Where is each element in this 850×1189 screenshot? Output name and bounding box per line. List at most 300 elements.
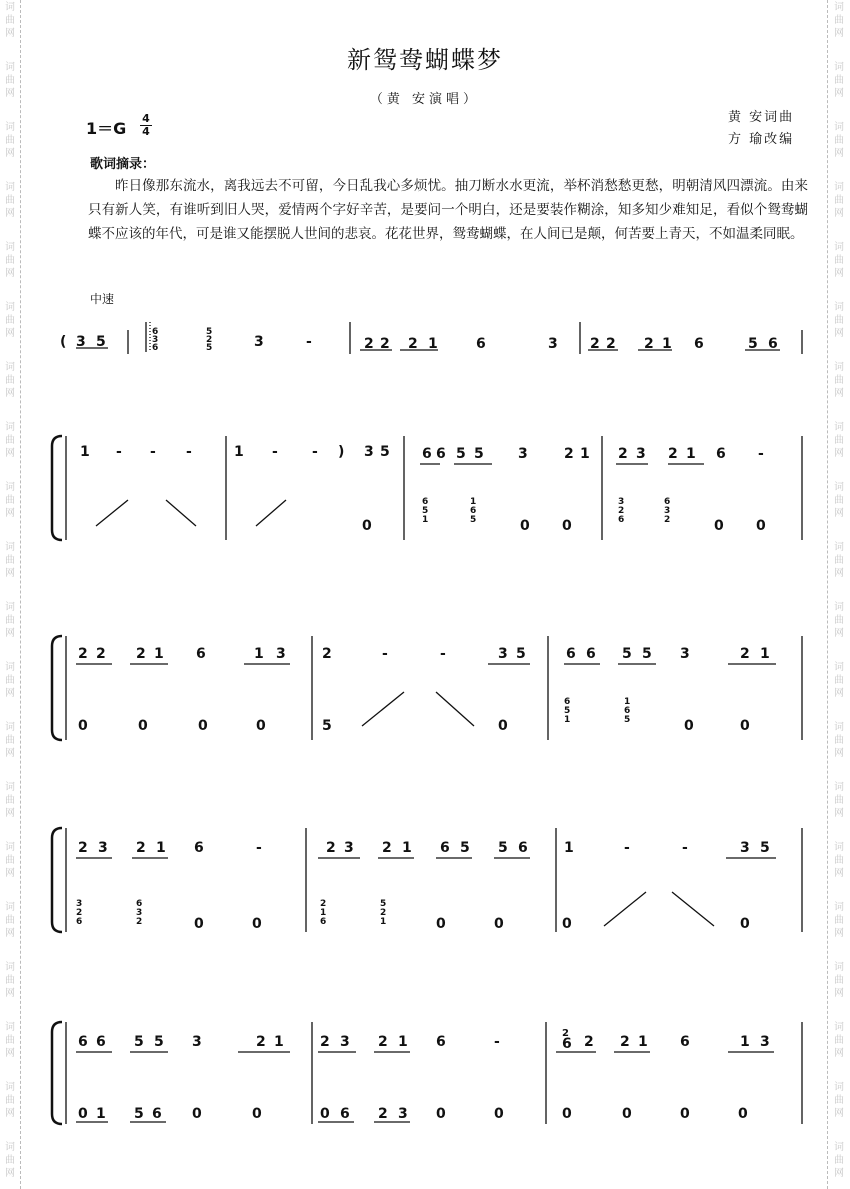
watermark-glyph: 网 xyxy=(834,1168,844,1179)
song-subtitle: （黄 安演唱） xyxy=(369,92,481,107)
watermark-glyph: 曲 xyxy=(834,975,844,986)
note: 3 xyxy=(152,335,159,345)
watermark-glyph: 网 xyxy=(834,1108,844,1119)
note: 5 xyxy=(470,515,477,525)
watermark-glyph: 曲 xyxy=(5,1095,15,1106)
watermark-glyph: 曲 xyxy=(5,1155,15,1166)
watermark-glyph: 网 xyxy=(834,748,844,759)
watermark-glyph: 网 xyxy=(5,688,15,699)
note: 6 xyxy=(562,1036,572,1052)
note: 5 xyxy=(624,715,631,725)
note: 1 xyxy=(740,1034,750,1050)
note: 1 xyxy=(154,646,164,662)
watermark-glyph: 网 xyxy=(834,808,844,819)
note: 3 xyxy=(548,336,558,352)
score-line-1-notes xyxy=(60,327,778,353)
watermark-glyph: 词 xyxy=(834,1082,844,1093)
watermark-glyph: 词 xyxy=(5,2,15,13)
note: 6 xyxy=(436,1034,446,1050)
note: 0 xyxy=(756,518,766,534)
note: 6 xyxy=(194,840,204,856)
note: - xyxy=(312,444,318,460)
note: 2 xyxy=(206,335,213,345)
note: 6 xyxy=(436,446,446,462)
note: 0 xyxy=(194,916,204,932)
watermark-glyph: 曲 xyxy=(834,435,844,446)
note: 3 xyxy=(76,334,86,350)
watermark-glyph: 词 xyxy=(834,242,844,253)
note: 1 xyxy=(274,1034,284,1050)
watermark-glyph: 曲 xyxy=(834,1035,844,1046)
note: 2 xyxy=(378,1106,388,1122)
watermark-glyph: 网 xyxy=(5,148,15,159)
note: 5 xyxy=(460,840,470,856)
note: 2 xyxy=(136,646,146,662)
watermark-glyph: 词 xyxy=(834,1022,844,1033)
note: 6 xyxy=(422,446,432,462)
note: 0 xyxy=(494,1106,504,1122)
watermark-glyph: 曲 xyxy=(834,1095,844,1106)
note: 2 xyxy=(590,336,600,352)
key-signature: 1＝G xyxy=(86,119,127,138)
note: 6 xyxy=(96,1034,106,1050)
score-line-2-notes xyxy=(80,444,766,534)
watermark-glyph: 词 xyxy=(834,62,844,73)
watermark-glyph: 网 xyxy=(834,928,844,939)
watermark-glyph: 曲 xyxy=(834,195,844,206)
note: 3 xyxy=(76,899,83,909)
note: - xyxy=(682,840,688,856)
note: 6 xyxy=(564,697,571,707)
note: 3 xyxy=(364,444,374,460)
note: 5 xyxy=(748,336,758,352)
note: ) xyxy=(338,444,345,460)
watermark-glyph: 曲 xyxy=(834,735,844,746)
note: 1 xyxy=(470,497,477,507)
watermark-glyph: 曲 xyxy=(5,915,15,926)
note: 5 xyxy=(322,718,332,734)
watermark-glyph: 词 xyxy=(834,422,844,433)
note: 2 xyxy=(256,1034,266,1050)
watermark-glyph: 网 xyxy=(834,28,844,39)
note: 1 xyxy=(380,917,387,927)
note: 2 xyxy=(740,646,750,662)
note: 1 xyxy=(624,697,631,707)
watermark-glyph: 曲 xyxy=(834,375,844,386)
watermark-glyph: 曲 xyxy=(5,255,15,266)
watermark-glyph: 词 xyxy=(834,842,844,853)
note: 5 xyxy=(380,444,390,460)
watermark-glyph: 曲 xyxy=(5,15,15,26)
watermark-glyph: 词 xyxy=(5,362,15,373)
note: 1 xyxy=(234,444,244,460)
note: 5 xyxy=(134,1106,144,1122)
note: 5 xyxy=(134,1034,144,1050)
note: 3 xyxy=(340,1034,350,1050)
watermark-glyph: 网 xyxy=(5,868,15,879)
watermark-glyph: 曲 xyxy=(5,495,15,506)
note: 1 xyxy=(402,840,412,856)
watermark-glyph: 网 xyxy=(834,448,844,459)
note: 1 xyxy=(428,336,438,352)
note: 2 xyxy=(96,646,106,662)
note: 0 xyxy=(714,518,724,534)
note: 6 xyxy=(680,1034,690,1050)
note: 0 xyxy=(562,518,572,534)
watermark-glyph: 曲 xyxy=(5,435,15,446)
watermark-glyph: 网 xyxy=(5,1168,15,1179)
note: - xyxy=(758,446,764,462)
note: 3 xyxy=(740,840,750,856)
note: 6 xyxy=(694,336,704,352)
note: 0 xyxy=(498,718,508,734)
watermark-glyph: 曲 xyxy=(834,15,844,26)
note: 1 xyxy=(320,908,327,918)
note: 0 xyxy=(138,718,148,734)
note: 6 xyxy=(78,1034,88,1050)
watermark-glyph: 曲 xyxy=(834,915,844,926)
note: 2 xyxy=(620,1034,630,1050)
note: 0 xyxy=(738,1106,748,1122)
time-signature-top: 4 xyxy=(142,112,150,125)
note: 5 xyxy=(564,706,571,716)
note: 2 xyxy=(564,446,574,462)
note: 5 xyxy=(380,899,387,909)
watermark-glyph: 网 xyxy=(834,628,844,639)
note: 2 xyxy=(584,1034,594,1050)
note: 1 xyxy=(156,840,166,856)
score-line-3-notes xyxy=(78,646,770,734)
note: 6 xyxy=(768,336,778,352)
note: 6 xyxy=(664,497,671,507)
note: 2 xyxy=(644,336,654,352)
watermark-glyph: 词 xyxy=(5,902,15,913)
note: 2 xyxy=(78,646,88,662)
note: 5 xyxy=(206,343,213,353)
note: 3 xyxy=(254,334,264,350)
credit-arranger: 方 瑜改编 xyxy=(728,132,795,147)
note: 6 xyxy=(152,327,159,337)
note: 0 xyxy=(320,1106,330,1122)
note: 0 xyxy=(740,718,750,734)
watermark-glyph: 曲 xyxy=(5,75,15,86)
score-line-4-notes xyxy=(76,840,770,932)
watermark-glyph: 网 xyxy=(5,568,15,579)
note: 0 xyxy=(562,916,572,932)
note: 0 xyxy=(252,916,262,932)
note: 1 xyxy=(662,336,672,352)
note: - xyxy=(116,444,122,460)
note: 2 xyxy=(606,336,616,352)
note: 3 xyxy=(760,1034,770,1050)
note: 5 xyxy=(422,506,429,516)
watermark-glyph: 网 xyxy=(834,988,844,999)
note: 2 xyxy=(136,840,146,856)
watermark-glyph: 词 xyxy=(5,1142,15,1153)
watermark-glyph: 词 xyxy=(834,602,844,613)
note: 1 xyxy=(564,840,574,856)
watermark-glyph: 网 xyxy=(834,88,844,99)
note: 2 xyxy=(326,840,336,856)
watermark-glyph: 词 xyxy=(834,302,844,313)
note: 0 xyxy=(78,1106,88,1122)
note: - xyxy=(306,334,312,350)
note: 5 xyxy=(642,646,652,662)
note: 2 xyxy=(618,446,628,462)
note: 6 xyxy=(470,506,477,516)
watermark-glyph: 曲 xyxy=(834,615,844,626)
note: 1 xyxy=(398,1034,408,1050)
watermark-glyph: 网 xyxy=(5,988,15,999)
watermark-glyph: 词 xyxy=(5,722,15,733)
note: 1 xyxy=(686,446,696,462)
note: 5 xyxy=(516,646,526,662)
note: 1 xyxy=(80,444,90,460)
watermark-glyph: 词 xyxy=(834,902,844,913)
note: 6 xyxy=(340,1106,350,1122)
note: 0 xyxy=(252,1106,262,1122)
lyrics-text: 昨日像那东流水，离我远去不可留，今日乱我心多烦忧。抽刀断水水更流，举杯消愁愁更愁，明朝清风四漂流。由来只有新人笑，有谁听到旧人哭，爱情两个字好辛苦，是要问一个明白，还是要装作糊涂，知多知少难知足，看似个鸳鸯蝴蝶不应该的年代，可是谁又能摆脱人世间的悲哀。花花世界，鸳鸯蝴蝶，在人间已是颠，何苦要上青天，不如温柔同眠。 xyxy=(88,178,808,242)
watermark-glyph: 网 xyxy=(5,1048,15,1059)
note: 2 xyxy=(668,446,678,462)
watermark-glyph: 网 xyxy=(5,1108,15,1119)
note: 6 xyxy=(196,646,206,662)
watermark-glyph: 网 xyxy=(5,508,15,519)
watermark-glyph: 词 xyxy=(5,782,15,793)
note: 0 xyxy=(680,1106,690,1122)
note: - xyxy=(494,1034,500,1050)
note: 2 xyxy=(664,515,671,525)
note: 6 xyxy=(518,840,528,856)
note: 6 xyxy=(422,497,429,507)
watermark-glyph: 词 xyxy=(5,482,15,493)
watermark-glyph: 曲 xyxy=(834,1155,844,1166)
note: 1 xyxy=(580,446,590,462)
watermark-glyph: 曲 xyxy=(5,135,15,146)
note: 2 xyxy=(408,336,418,352)
note: 5 xyxy=(622,646,632,662)
watermark-glyph: 网 xyxy=(5,388,15,399)
watermark-glyph: 网 xyxy=(5,208,15,219)
watermark-glyph: 词 xyxy=(5,542,15,553)
watermark-glyph: 词 xyxy=(5,122,15,133)
note: 6 xyxy=(440,840,450,856)
note: 0 xyxy=(256,718,266,734)
watermark-glyph: 词 xyxy=(834,662,844,673)
note: 3 xyxy=(636,446,646,462)
note: 5 xyxy=(760,840,770,856)
watermark-glyph: 网 xyxy=(834,148,844,159)
note: 2 xyxy=(380,336,390,352)
watermark-glyph: 曲 xyxy=(5,735,15,746)
note: 1 xyxy=(422,515,429,525)
note: 5 xyxy=(456,446,466,462)
note: 6 xyxy=(152,343,159,353)
note: 3 xyxy=(518,446,528,462)
watermark-glyph: 网 xyxy=(834,268,844,279)
watermark-glyph: 网 xyxy=(5,808,15,819)
note: 0 xyxy=(494,916,504,932)
watermark-glyph: 曲 xyxy=(5,795,15,806)
note: 3 xyxy=(192,1034,202,1050)
watermark-glyph: 曲 xyxy=(834,795,844,806)
watermark-glyph: 网 xyxy=(834,1048,844,1059)
note: 5 xyxy=(96,334,106,350)
note: 3 xyxy=(618,497,625,507)
watermark-glyph: 词 xyxy=(834,482,844,493)
note: 6 xyxy=(586,646,596,662)
note: 6 xyxy=(476,336,486,352)
note: 1 xyxy=(564,715,571,725)
note: 0 xyxy=(192,1106,202,1122)
note: 6 xyxy=(152,1106,162,1122)
watermark-glyph: 词 xyxy=(5,662,15,673)
watermark-glyph: 网 xyxy=(834,508,844,519)
note: 0 xyxy=(740,916,750,932)
watermark-glyph: 网 xyxy=(834,688,844,699)
note: 2 xyxy=(322,646,332,662)
watermark-glyph: 曲 xyxy=(5,195,15,206)
note: - xyxy=(440,646,446,662)
watermark-glyph: 网 xyxy=(834,568,844,579)
note: 6 xyxy=(320,917,327,927)
note: 3 xyxy=(664,506,671,516)
watermark-glyph: 词 xyxy=(5,962,15,973)
watermark-glyph: 词 xyxy=(834,782,844,793)
watermark-glyph: 词 xyxy=(5,422,15,433)
watermark-glyph: 曲 xyxy=(5,315,15,326)
note: 0 xyxy=(198,718,208,734)
note: 5 xyxy=(498,840,508,856)
watermark-glyph: 词 xyxy=(5,1022,15,1033)
watermark-glyph: 曲 xyxy=(834,255,844,266)
watermark-glyph: 曲 xyxy=(5,615,15,626)
watermark-glyph: 曲 xyxy=(5,555,15,566)
note: - xyxy=(272,444,278,460)
score-line-2-bars xyxy=(96,436,802,540)
watermark-glyph: 词 xyxy=(5,602,15,613)
watermark-glyph: 网 xyxy=(5,328,15,339)
lyrics-heading: 歌词摘录： xyxy=(90,157,156,172)
score-braces xyxy=(52,436,66,1124)
watermark-glyph: 词 xyxy=(834,2,844,13)
watermark-glyph: 网 xyxy=(834,868,844,879)
watermark-glyph: 词 xyxy=(5,62,15,73)
note: 3 xyxy=(498,646,508,662)
watermark-glyph: 曲 xyxy=(834,75,844,86)
credit-lyrics-music: 黄 安词曲 xyxy=(728,110,795,125)
time-signature-bottom: 4 xyxy=(142,125,150,138)
watermark-glyph: 曲 xyxy=(5,1035,15,1046)
note: - xyxy=(624,840,630,856)
watermark-glyph: 网 xyxy=(5,448,15,459)
watermark-glyph: 网 xyxy=(5,628,15,639)
score-line-5-notes xyxy=(78,1028,770,1122)
note: 1 xyxy=(254,646,264,662)
note: 0 xyxy=(436,1106,446,1122)
watermark-glyph: 网 xyxy=(5,88,15,99)
watermark-glyph: 曲 xyxy=(834,315,844,326)
note: 2 xyxy=(562,1028,569,1039)
note: 3 xyxy=(276,646,286,662)
watermark-glyph: 词 xyxy=(834,542,844,553)
watermark-glyph: 曲 xyxy=(5,975,15,986)
watermark-glyph: 曲 xyxy=(834,495,844,506)
note: 2 xyxy=(136,917,143,927)
note: 1 xyxy=(96,1106,106,1122)
note: 1 xyxy=(638,1034,648,1050)
watermark-glyph: 网 xyxy=(834,208,844,219)
note: 2 xyxy=(76,908,83,918)
watermark-glyph: 网 xyxy=(5,268,15,279)
note: 6 xyxy=(716,446,726,462)
note: 2 xyxy=(382,840,392,856)
note: - xyxy=(186,444,192,460)
tempo-marking: 中速 xyxy=(90,292,115,306)
song-title: 新鸳鸯蝴蝶梦 xyxy=(347,46,503,74)
note: 1 xyxy=(760,646,770,662)
watermark-glyph: 网 xyxy=(834,388,844,399)
note: 0 xyxy=(562,1106,572,1122)
watermark-glyph: 网 xyxy=(5,28,15,39)
watermark-glyph: 词 xyxy=(834,362,844,373)
note: 6 xyxy=(76,917,83,927)
note: 2 xyxy=(618,506,625,516)
note: 6 xyxy=(566,646,576,662)
watermark-glyph: 网 xyxy=(834,328,844,339)
watermark-glyph: 曲 xyxy=(834,555,844,566)
note: - xyxy=(150,444,156,460)
watermark-glyph: 词 xyxy=(5,182,15,193)
note: 3 xyxy=(136,908,143,918)
note: 3 xyxy=(680,646,690,662)
note: 5 xyxy=(154,1034,164,1050)
watermark-glyph: 词 xyxy=(834,182,844,193)
note: 0 xyxy=(622,1106,632,1122)
note: - xyxy=(256,840,262,856)
note: 3 xyxy=(98,840,108,856)
note: ( xyxy=(60,334,67,350)
watermark-glyph: 曲 xyxy=(834,855,844,866)
note: 0 xyxy=(684,718,694,734)
note: 0 xyxy=(520,518,530,534)
note: 2 xyxy=(378,1034,388,1050)
note: 2 xyxy=(380,908,387,918)
note: 2 xyxy=(320,1034,330,1050)
watermark-glyph: 曲 xyxy=(834,135,844,146)
note: 5 xyxy=(474,446,484,462)
note: 6 xyxy=(136,899,143,909)
watermark-glyph: 曲 xyxy=(5,855,15,866)
note: 6 xyxy=(624,706,631,716)
note: 6 xyxy=(618,515,625,525)
note: 0 xyxy=(362,518,372,534)
watermark-glyph: 词 xyxy=(5,242,15,253)
watermark-glyph: 词 xyxy=(834,1142,844,1153)
watermark-glyph: 曲 xyxy=(834,675,844,686)
watermark-glyph: 词 xyxy=(5,302,15,313)
note: - xyxy=(382,646,388,662)
note: 3 xyxy=(344,840,354,856)
watermark-glyph: 曲 xyxy=(5,675,15,686)
watermark-glyph: 词 xyxy=(5,842,15,853)
watermark-glyph: 曲 xyxy=(5,375,15,386)
note: 0 xyxy=(436,916,446,932)
watermark-glyph: 网 xyxy=(5,748,15,759)
watermark-glyph: 词 xyxy=(834,722,844,733)
note: 5 xyxy=(206,327,213,337)
watermark-glyph: 网 xyxy=(5,928,15,939)
